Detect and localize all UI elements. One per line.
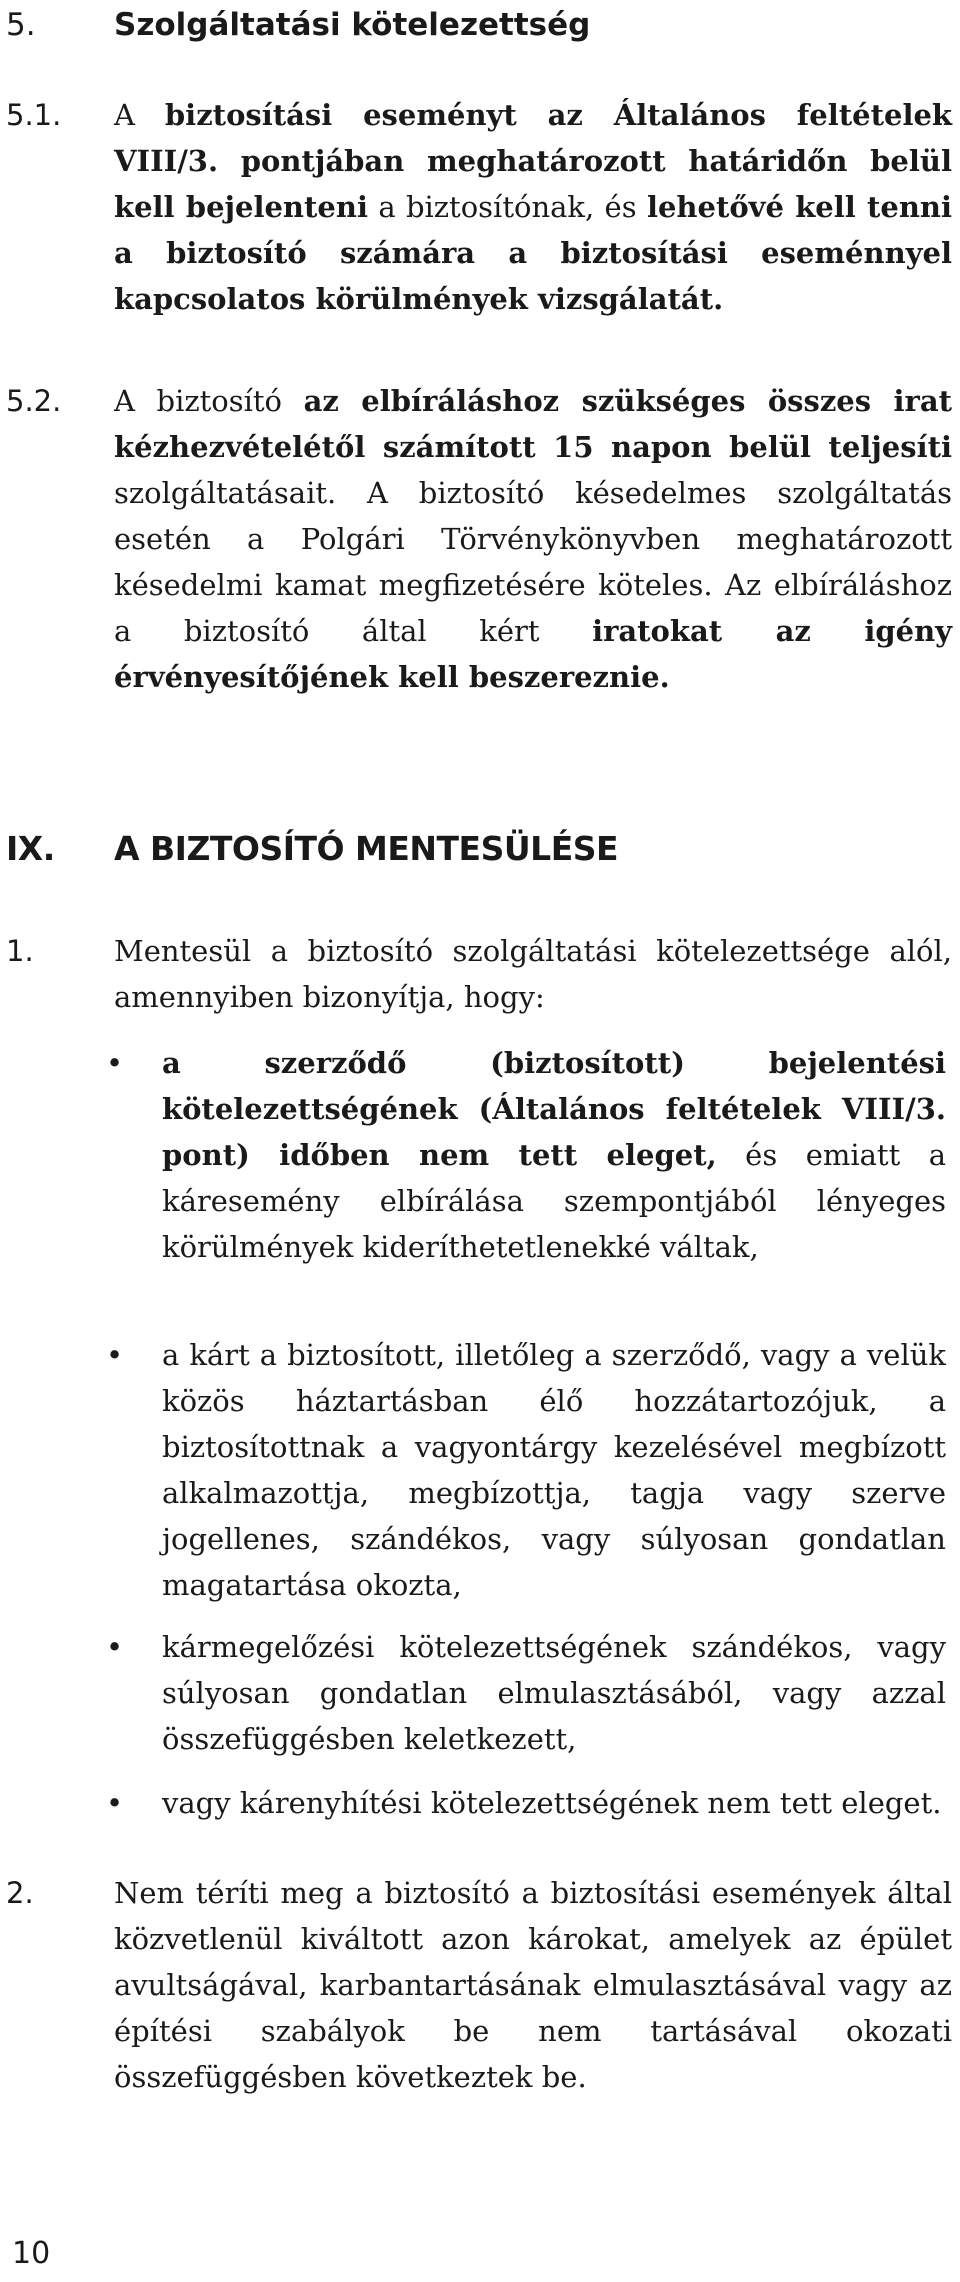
paragraph-text bbox=[114, 378, 952, 700]
paragraph-number: 2. bbox=[6, 1876, 34, 1910]
bullet-glyph: • bbox=[106, 1046, 124, 1080]
text-run: a biztosítónak, és bbox=[378, 190, 637, 224]
section-number: IX. bbox=[6, 829, 55, 868]
text-run: szolgáltatásait. A biztosító késedelmes szolgáltatás esetén a Polgári Törvénykönyvben meghatározott késedelmi kamat megfizetésére köteles. Az elbíráláshoz a biztosító által kért bbox=[114, 476, 952, 648]
paragraph-intro: Mentesül a biztosító szolgáltatási kötelezettsége alól, amennyiben bizonyítja, hogy: bbox=[114, 934, 952, 1014]
bullet-glyph: • bbox=[106, 1786, 124, 1820]
paragraph-number: 5.1. bbox=[6, 98, 62, 132]
text-run: A bbox=[114, 98, 135, 132]
section-title: Szolgáltatási kötelezettség bbox=[114, 7, 591, 43]
bold-run: az elbíráláshoz szükséges összes irat kézhezvételétől számított 15 napon belül teljesíti bbox=[114, 384, 953, 464]
list-item-text bbox=[162, 1040, 946, 1270]
paragraph-text bbox=[114, 92, 952, 322]
list-item-text: a kárt a biztosított, illetőleg a szerződő, vagy a velük közös háztartásban élő hozzátartozójuk, a biztosítottnak a vagyontárgy kezelésével megbízott alkalmazottja, megbízottja, tagja vagy szerve jogellenes, szándékos, vagy súlyosan gondatlan magatartása okozta, bbox=[162, 1338, 946, 1602]
bold-run: biztosítási eseményt az Általános feltételek VIII/3. pontjában meghatározott határidőn belül kell bejelenteni bbox=[114, 98, 953, 224]
paragraph-text: Nem téríti meg a biztosító a biztosítási események által közvetlenül kiváltott azon károkat, amelyek az épület avultságával, karbantartásának elmulasztásával vagy az építési szabályok be nem tartásával okozati összefüggésben következtek be. bbox=[114, 1876, 952, 2094]
bold-run: lehetővé kell tenni a biztosító számára a biztosítási eseménnyel kapcsolatos körülmények vizsgálatát. bbox=[114, 190, 953, 316]
paragraph-number: 5.2. bbox=[6, 384, 62, 418]
page-number: 10 bbox=[12, 2236, 51, 2271]
bold-run: iratokat az igény érvényesítőjének kell beszereznie. bbox=[114, 614, 952, 694]
list-item-text: vagy kárenyhítési kötelezettségének nem tett eleget. bbox=[162, 1786, 942, 1820]
bullet-glyph: • bbox=[106, 1630, 124, 1664]
section-number: 5. bbox=[6, 7, 36, 43]
bullet-glyph: • bbox=[106, 1338, 124, 1372]
text-run: és emiatt a káresemény elbírálása szempontjából lényeges körülmények kideríthetetlenekké váltak, bbox=[162, 1138, 946, 1264]
paragraph-number: 1. bbox=[6, 934, 34, 968]
bold-run: a szerződő (biztosított) bejelentési kötelezettségének (Általános feltételek VIII/3. pont) időben nem tett eleget, bbox=[162, 1046, 946, 1172]
section-title: A BIZTOSÍTÓ MENTESÜLÉSE bbox=[114, 829, 619, 868]
list-item-text: kármegelőzési kötelezettségének szándékos, vagy súlyosan gondatlan elmulasztásából, vagy azzal összefüggésben keletkezett, bbox=[162, 1630, 946, 1756]
text-run: A biztosító bbox=[114, 384, 283, 418]
